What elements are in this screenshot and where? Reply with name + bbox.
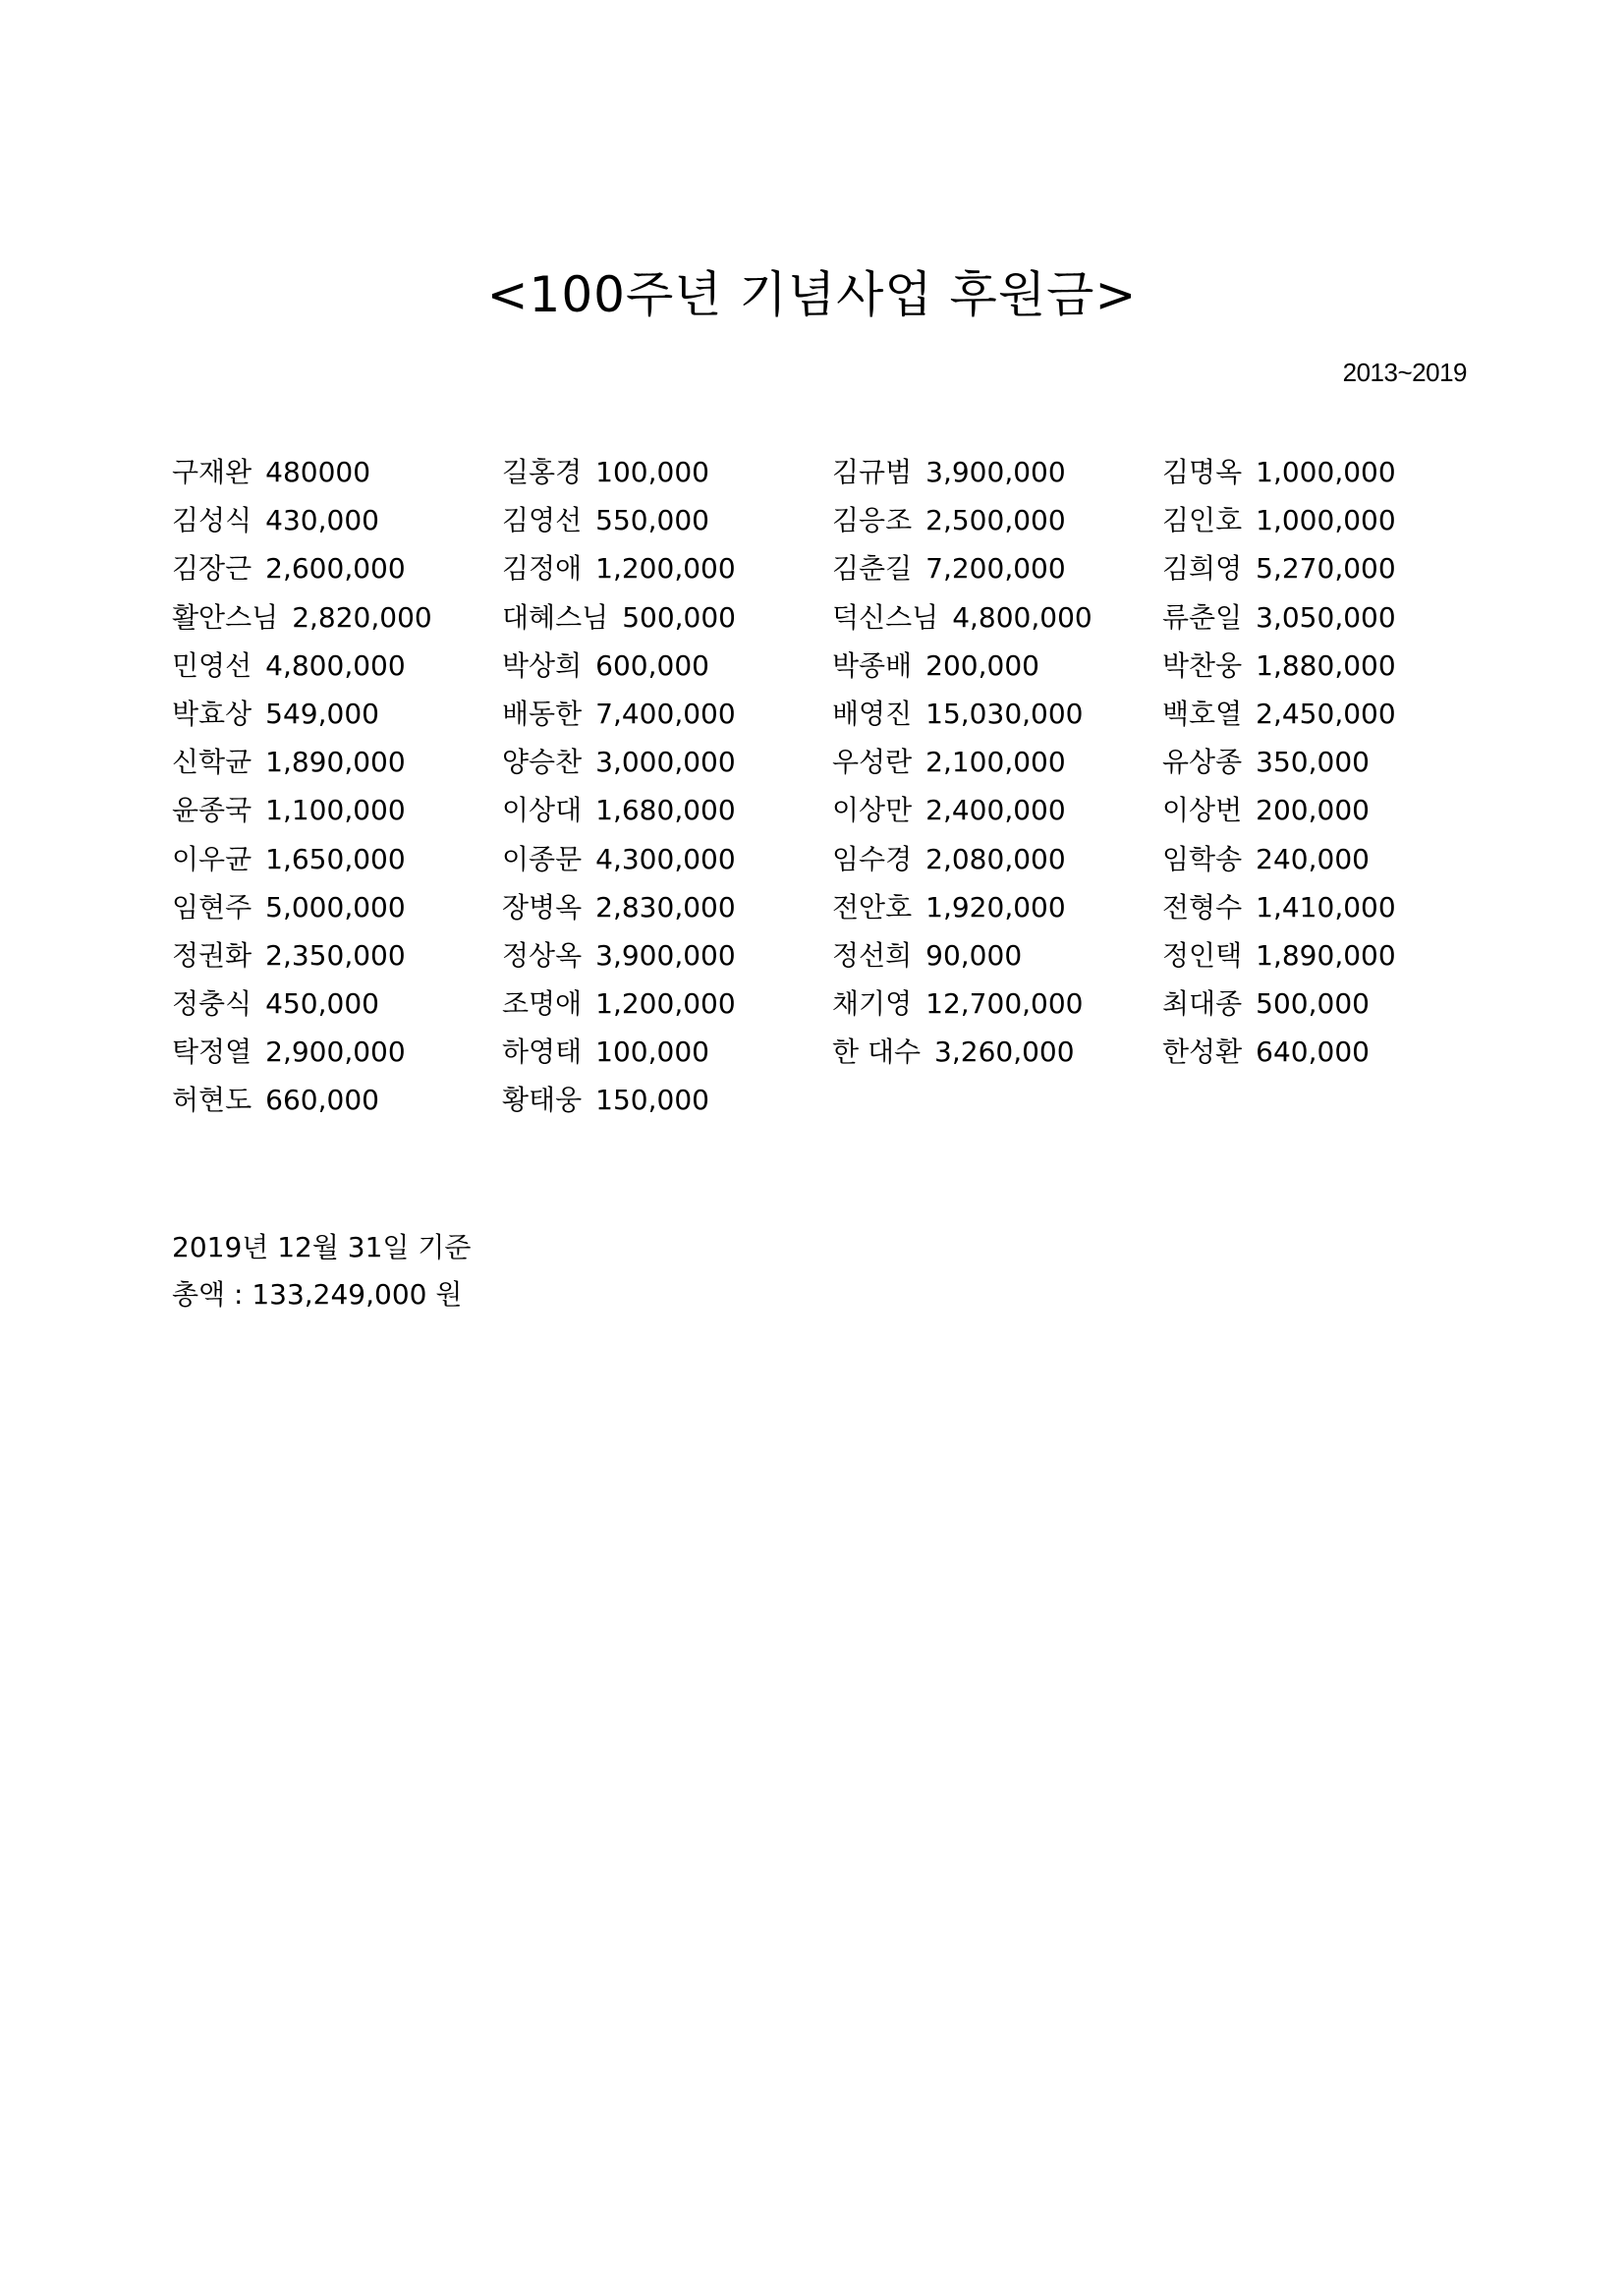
donor-name: 김규범 — [832, 456, 913, 488]
donor-amount: 3,900,000 — [925, 456, 1066, 488]
donor-amount: 450,000 — [265, 987, 379, 1021]
donor-entry — [172, 642, 502, 690]
donor-name: 박상희 — [502, 648, 583, 682]
donor-amount: 430,000 — [265, 504, 379, 537]
donor-amount: 200,000 — [1256, 794, 1370, 827]
donor-list — [172, 448, 1488, 1125]
donor-entry — [172, 496, 502, 544]
donor-entry — [1162, 690, 1488, 738]
donor-entry — [502, 931, 832, 980]
donor-amount: 7,200,000 — [925, 552, 1066, 586]
donor-entry — [502, 980, 832, 1028]
donor-amount: 5,270,000 — [1256, 552, 1396, 586]
donor-amount: 1,100,000 — [265, 794, 406, 827]
donor-amount: 2,100,000 — [925, 746, 1066, 779]
donor-name: 탁정열 — [172, 1036, 252, 1069]
donor-amount: 200,000 — [925, 648, 1039, 682]
donor-name: 박효상 — [172, 697, 252, 730]
donor-amount: 2,600,000 — [265, 552, 406, 586]
donor-amount: 3,000,000 — [595, 746, 736, 779]
donor-name: 정선희 — [832, 938, 913, 972]
donor-amount: 550,000 — [595, 504, 709, 537]
donor-entry — [832, 980, 1162, 1028]
donor-amount: 1,880,000 — [1256, 648, 1396, 682]
donor-entry — [1162, 980, 1488, 1028]
donor-name: 우성란 — [832, 746, 913, 779]
donor-amount: 150,000 — [595, 1084, 709, 1117]
donor-entry — [832, 835, 1162, 883]
donor-entry — [1162, 593, 1488, 642]
donor-amount: 1,200,000 — [595, 552, 736, 586]
donor-name: 전형수 — [1162, 890, 1243, 924]
donor-entry — [832, 593, 1162, 642]
donor-amount: 2,080,000 — [925, 842, 1066, 875]
donor-name: 임수경 — [832, 842, 913, 875]
donor-entry — [172, 593, 502, 642]
donor-entry — [172, 931, 502, 980]
donor-entry — [832, 642, 1162, 690]
donor-entry — [502, 642, 832, 690]
donor-amount: 600,000 — [595, 648, 709, 682]
donor-name: 조명애 — [502, 987, 583, 1021]
donor-entry — [502, 496, 832, 544]
donor-name: 전안호 — [832, 890, 913, 924]
donor-name: 이상번 — [1162, 794, 1243, 827]
donor-entry — [832, 1028, 1162, 1076]
donor-amount: 480000 — [265, 456, 371, 488]
donor-amount: 549,000 — [265, 697, 379, 730]
donor-name: 이상대 — [502, 794, 583, 827]
donor-name: 한성환 — [1162, 1036, 1243, 1069]
donor-entry — [172, 980, 502, 1028]
document-title: <100주년 기념사업 후원금> — [486, 266, 1138, 323]
donor-entry — [832, 690, 1162, 738]
donor-entry — [1162, 931, 1488, 980]
donor-amount: 2,830,000 — [595, 890, 736, 924]
donor-name: 하영태 — [502, 1036, 583, 1069]
donor-amount: 2,400,000 — [925, 794, 1066, 827]
donor-name: 배영진 — [832, 697, 913, 730]
donor-amount: 1,680,000 — [595, 794, 736, 827]
donor-amount: 1,650,000 — [265, 842, 406, 875]
donor-name: 허현도 — [172, 1084, 252, 1117]
donor-amount: 90,000 — [925, 938, 1023, 972]
donor-amount: 350,000 — [1256, 746, 1370, 779]
donor-amount: 640,000 — [1256, 1036, 1370, 1069]
donor-amount: 4,800,000 — [265, 648, 406, 682]
donor-entry — [502, 690, 832, 738]
donor-entry — [502, 835, 832, 883]
donor-amount: 100,000 — [595, 456, 709, 488]
donor-entry — [502, 1028, 832, 1076]
donor-name: 김명옥 — [1162, 456, 1243, 488]
donor-amount: 15,030,000 — [925, 697, 1084, 730]
donor-entry — [502, 448, 832, 496]
donor-name: 류춘일 — [1162, 600, 1243, 634]
donor-amount: 100,000 — [595, 1036, 709, 1069]
donor-entry — [502, 786, 832, 834]
donor-name: 김응조 — [832, 504, 913, 537]
donor-entry — [502, 593, 832, 642]
donor-name: 이우균 — [172, 842, 252, 875]
donor-amount: 660,000 — [265, 1084, 379, 1117]
donor-entry — [502, 1076, 832, 1124]
donor-name: 임현주 — [172, 890, 252, 924]
donor-name: 윤종국 — [172, 794, 252, 827]
donor-name: 김희영 — [1162, 552, 1243, 586]
donor-name: 최대종 — [1162, 987, 1243, 1021]
donor-name: 김인호 — [1162, 504, 1243, 537]
donor-name: 김장근 — [172, 552, 252, 586]
donor-entry — [832, 883, 1162, 931]
donor-entry — [172, 544, 502, 592]
donor-name: 김성식 — [172, 504, 252, 537]
donor-amount: 3,260,000 — [934, 1036, 1075, 1069]
donor-entry — [1162, 544, 1488, 592]
donor-name: 배동한 — [502, 697, 583, 730]
donor-amount: 500,000 — [1256, 987, 1370, 1021]
donor-name: 김영선 — [502, 504, 583, 537]
donor-amount: 1,890,000 — [1256, 938, 1396, 972]
donor-name: 박종배 — [832, 648, 913, 682]
donor-entry — [172, 690, 502, 738]
donor-entry — [502, 883, 832, 931]
donor-entry — [832, 496, 1162, 544]
period-label: 2013~2019 — [1342, 358, 1467, 387]
donor-name: 임학송 — [1162, 842, 1243, 875]
donor-name: 한 대수 — [832, 1036, 922, 1069]
donor-entry — [832, 931, 1162, 980]
donor-name: 이상만 — [832, 794, 913, 827]
donor-name: 정인택 — [1162, 938, 1243, 972]
donor-entry — [502, 544, 832, 592]
donor-name: 구재완 — [172, 456, 252, 488]
donor-entry — [832, 448, 1162, 496]
donor-name: 백호열 — [1162, 697, 1243, 730]
donor-name: 대혜스님 — [502, 600, 609, 634]
footer — [172, 1224, 471, 1318]
donor-name: 박찬웅 — [1162, 648, 1243, 682]
donor-entry — [1162, 883, 1488, 931]
donor-amount: 3,900,000 — [595, 938, 736, 972]
donor-entry — [502, 738, 832, 786]
donor-name: 이종문 — [502, 842, 583, 875]
donor-entry — [1162, 835, 1488, 883]
donor-amount: 2,450,000 — [1256, 697, 1396, 730]
donor-amount: 1,000,000 — [1256, 504, 1396, 537]
donor-name: 정상옥 — [502, 938, 583, 972]
donor-name: 장병옥 — [502, 890, 583, 924]
donor-amount: 1,000,000 — [1256, 456, 1396, 488]
donor-amount: 4,300,000 — [595, 842, 736, 875]
donor-amount: 2,500,000 — [925, 504, 1066, 537]
donor-name: 활안스님 — [172, 600, 279, 634]
donor-entry — [1162, 1028, 1488, 1076]
donor-name: 채기영 — [832, 987, 913, 1021]
donor-name: 김정애 — [502, 552, 583, 586]
donor-amount: 3,050,000 — [1256, 600, 1396, 634]
donor-entry — [172, 448, 502, 496]
donor-entry — [1162, 496, 1488, 544]
donor-name: 민영선 — [172, 648, 252, 682]
donor-entry — [832, 786, 1162, 834]
donor-amount: 1,410,000 — [1256, 890, 1396, 924]
donor-amount: 500,000 — [622, 600, 736, 634]
donor-amount: 2,820,000 — [292, 600, 432, 634]
donor-amount: 12,700,000 — [925, 987, 1084, 1021]
donor-entry — [832, 738, 1162, 786]
donor-amount: 1,920,000 — [925, 890, 1066, 924]
donor-name: 길홍경 — [502, 456, 583, 488]
donor-amount: 7,400,000 — [595, 697, 736, 730]
donor-name: 유상종 — [1162, 746, 1243, 779]
donor-amount: 2,350,000 — [265, 938, 406, 972]
donor-name: 신학균 — [172, 746, 252, 779]
donor-entry — [172, 883, 502, 931]
total-amount: 총액 : 133,249,000 원 — [172, 1278, 463, 1311]
donor-amount: 5,000,000 — [265, 890, 406, 924]
donor-entry — [172, 1076, 502, 1124]
donor-entry — [1162, 738, 1488, 786]
donor-amount: 2,900,000 — [265, 1036, 406, 1069]
donor-amount: 240,000 — [1256, 842, 1370, 875]
donor-name: 김춘길 — [832, 552, 913, 586]
as-of-date: 2019년 12월 31일 기준 — [172, 1231, 472, 1263]
donor-entry — [172, 835, 502, 883]
donor-amount: 1,890,000 — [265, 746, 406, 779]
donor-name: 황태웅 — [502, 1084, 583, 1117]
donor-name: 정충식 — [172, 987, 252, 1021]
donor-entry — [172, 786, 502, 834]
donor-name: 덕신스님 — [832, 600, 939, 634]
donor-entry — [1162, 448, 1488, 496]
donor-entry — [172, 1028, 502, 1076]
donor-entry — [1162, 786, 1488, 834]
donor-amount: 1,200,000 — [595, 987, 736, 1021]
donor-entry — [832, 544, 1162, 592]
donor-entry — [172, 738, 502, 786]
donor-entry — [1162, 642, 1488, 690]
donor-name: 양승찬 — [502, 746, 583, 779]
donor-amount: 4,800,000 — [952, 600, 1092, 634]
donor-name: 정권화 — [172, 938, 252, 972]
